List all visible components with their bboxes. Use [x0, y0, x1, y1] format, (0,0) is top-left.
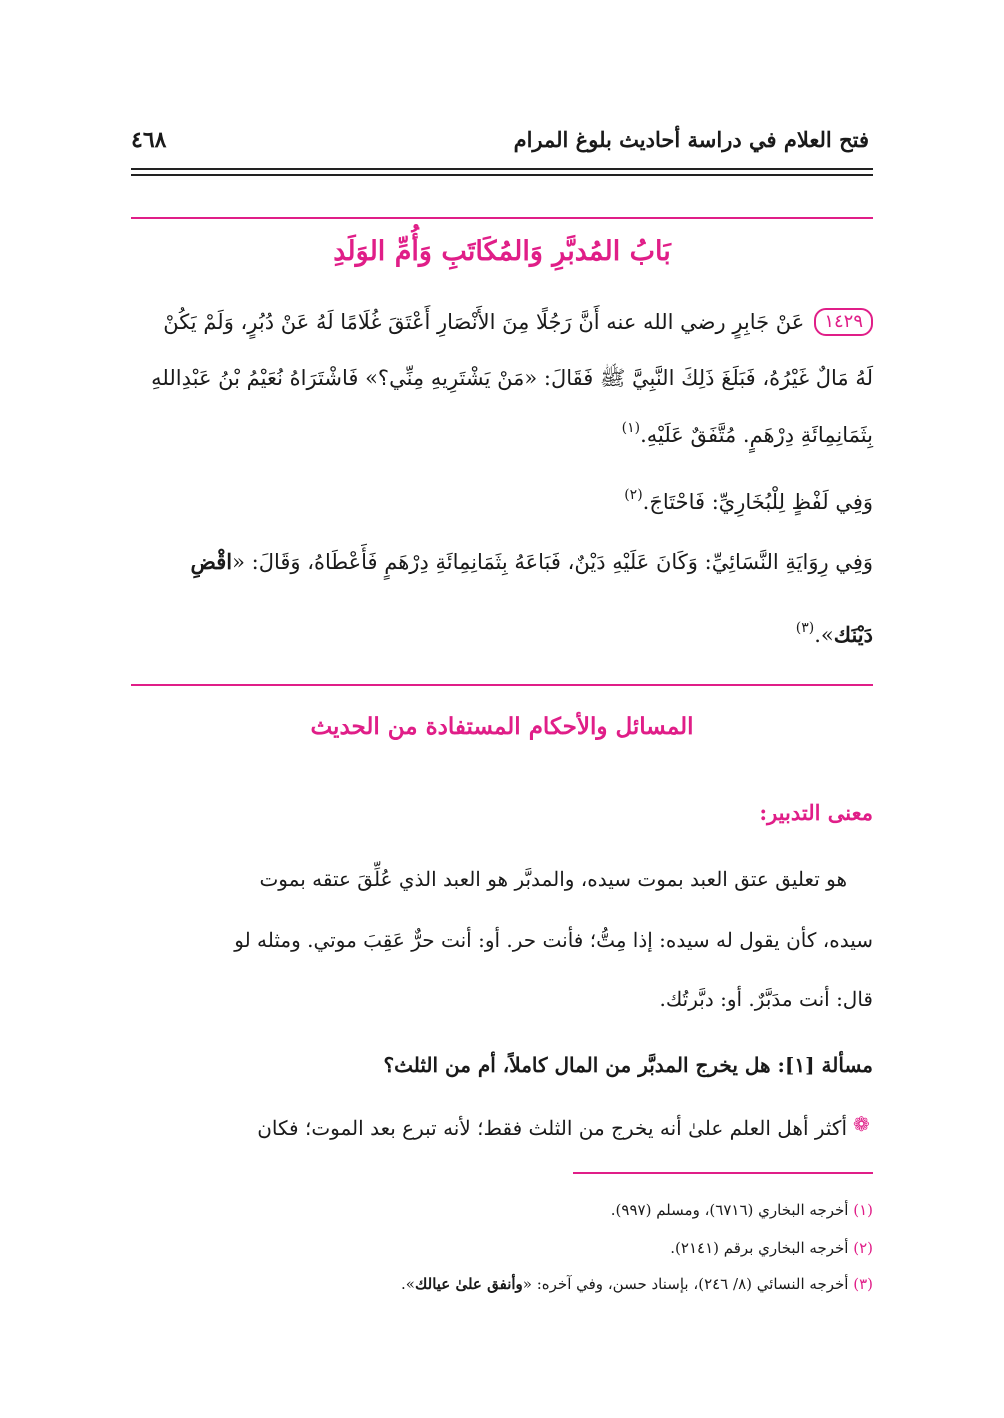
chapter-title: بَابُ المُدبَّرِ وَالمُكَاتَبِ وَأُمِّ الوَلَدِ	[333, 236, 671, 267]
subheading: معنى التدبير:	[759, 800, 873, 825]
footnote-text-bold: وأنفق علىٰ عيالك	[414, 1275, 523, 1293]
paragraph-line: أكثر أهل العلم علىٰ أنه يخرج من الثلث فقط؛ لأنه تبرع بعد الموت؛ فكان	[257, 1116, 847, 1140]
footnote	[670, 1237, 873, 1259]
question-heading: مسألة [١]: هل يخرج المدبَّر من المال كاملاً، أم من الثلث؟	[383, 1053, 873, 1077]
footnote-number: (٢)	[853, 1239, 873, 1257]
header-rule	[131, 174, 873, 176]
footnote-ref: (١)	[621, 420, 641, 436]
footnote-number: (٣)	[853, 1275, 873, 1293]
paragraph-line: هو تعليق عتق العبد بموت سيده، والمدبَّر هو العبد الذي عُلِّقَ عتقه بموت	[259, 867, 847, 891]
footnote-text: أخرجه البخاري (٦٧١٦)، ومسلم (٩٩٧).	[610, 1201, 849, 1219]
header-rule	[131, 168, 873, 170]
paragraph-line: سيده، كأن يقول له سيده: إذا مِتُّ؛ فأنت حر. أو: أنت حرٌّ عَقِبَ موتي. ومثله لو	[234, 928, 873, 952]
hadith-text-line	[131, 479, 873, 518]
footnote-text: أخرجه البخاري برقم (٢١٤١).	[670, 1239, 849, 1257]
hadith-text-line: لَهُ مَالٌ غَيْرُهُ، فَبَلَغَ ذَلِكَ النَّبِيَّ ﷺ فَقَالَ: «مَنْ يَشْتَرِيهِ مِنِّي؟» فَاشْتَرَاهُ نُعَيْمُ بْنُ عَبْدِاللهِ	[151, 366, 873, 390]
hadith-quote-bold: دَيْنَك	[833, 622, 873, 647]
footnote-ref: (٢)	[624, 487, 643, 503]
paragraph-line: قال: أنت مدَبَّرٌ. أو: دبَّرتُك.	[659, 987, 873, 1011]
footnote	[401, 1273, 873, 1295]
section-divider	[131, 217, 873, 219]
hadith-text-line	[131, 546, 873, 578]
hadith-text-line	[131, 412, 873, 451]
running-header-title: فتح العلام في دراسة أحاديث بلوغ المرام	[513, 127, 869, 152]
hadith-text-line	[131, 306, 873, 338]
hadith-text: ».	[814, 623, 834, 647]
hadith-text-line	[131, 612, 873, 651]
flower-icon: ❁	[853, 1112, 870, 1136]
footnote-number: (١)	[853, 1201, 873, 1219]
hadith-text: وَفِي رِوَايَةِ النَّسَائِيِّ: وَكَانَ عَلَيْهِ دَيْنٌ، فَبَاعَهُ بِثَمَانِمِائَةِ دِرْهَمٍ فَأَعْطَاهُ، وَقَالَ: «	[232, 550, 873, 574]
benefits-title: المسائل والأحكام المستفادة من الحديث	[310, 713, 694, 740]
page-number: ٤٦٨	[131, 127, 167, 153]
hadith-number-badge: ١٤٢٩	[814, 308, 873, 336]
hadith-quote-bold: اقْضِ	[190, 549, 233, 574]
hadith-text: عَنْ جَابِرٍ رضي الله عنه أَنَّ رَجُلًا مِنَ الأَنْصَارِ أَعْتَقَ غُلَامًا لَهُ عَنْ دُبُرٍ، وَلَمْ يَكُنْ	[163, 310, 805, 334]
hadith-text: وَفِي لَفْظٍ لِلْبُخَارِيِّ: فَاحْتَاجَ.	[642, 490, 873, 514]
hadith-text: بِثَمَانِمِائَةِ دِرْهَمٍ. مُتَّفَقٌ عَلَيْهِ.	[640, 423, 873, 447]
footnote-text: ».	[401, 1275, 415, 1293]
footnote-text: أخرجه النسائي (٨/ ٢٤٦)، بإسناد حسن، وفي آخره: «	[522, 1275, 849, 1293]
footnote	[611, 1199, 873, 1221]
footnote-divider	[573, 1172, 873, 1174]
footnote-ref: (٣)	[795, 620, 815, 636]
section-divider	[131, 684, 873, 686]
